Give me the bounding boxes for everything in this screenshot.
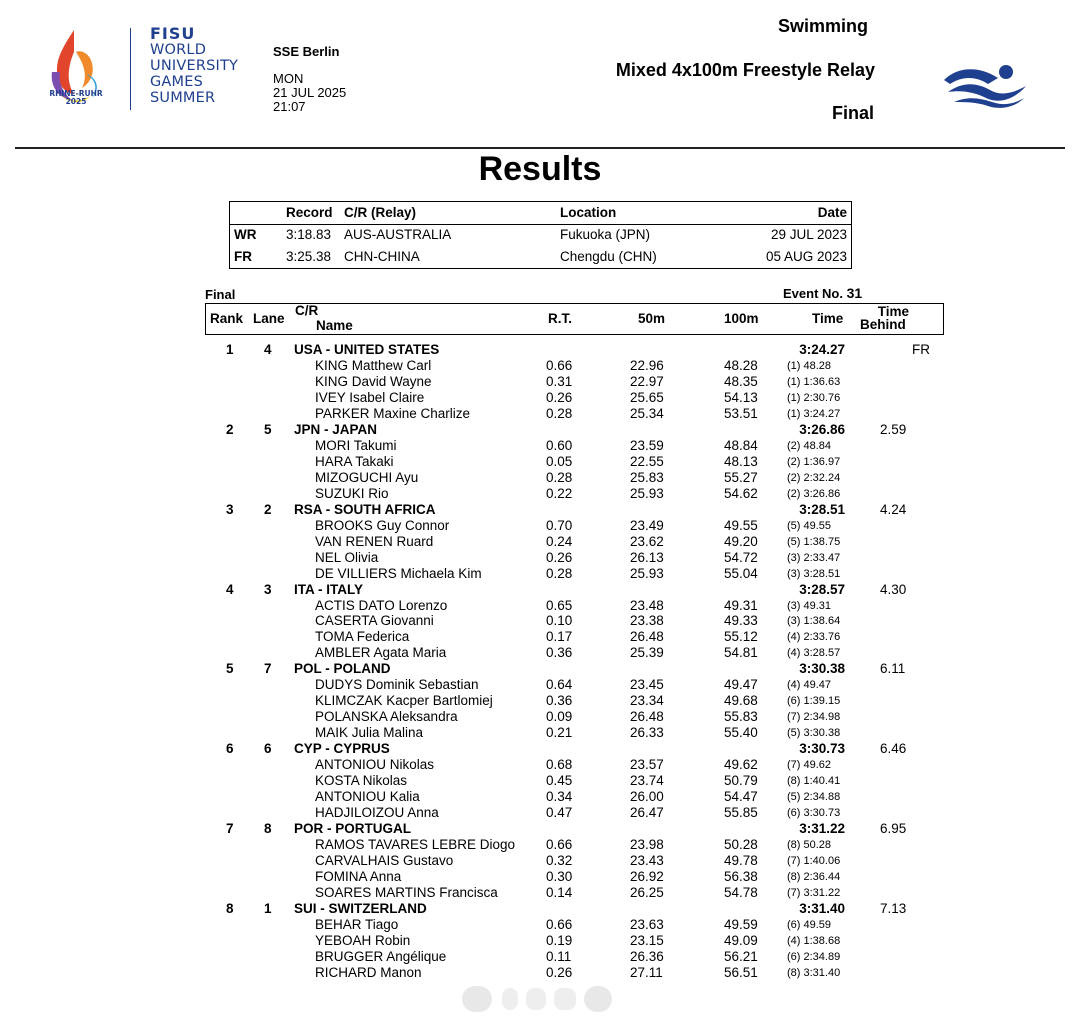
- swimmer-100m: 49.09: [724, 932, 758, 948]
- swimmer-icon: [940, 60, 1030, 110]
- swimmer-name: SOARES MARTINS Francisca: [315, 884, 498, 900]
- swimmer-split: (2) 1:36.97: [787, 455, 841, 468]
- swimmer-split: (3) 49.31: [787, 599, 832, 612]
- team-rank: 7: [226, 821, 234, 837]
- swimmer-row: [0, 757, 1080, 773]
- swimmer-split: (3) 2:33.47: [787, 551, 841, 564]
- col-cr: C/R: [295, 303, 319, 318]
- record-time: 3:18.83: [286, 227, 332, 242]
- team-lane: 1: [264, 900, 272, 916]
- team-time-behind: 6.11: [880, 661, 906, 677]
- swimmer-reaction-time: 0.36: [546, 693, 573, 709]
- swimmer-row: [0, 629, 1080, 645]
- swimmer-name: KING David Wayne: [315, 373, 432, 389]
- swimmer-reaction-time: 0.26: [546, 964, 573, 980]
- team-time: 3:28.51: [799, 501, 845, 517]
- swimmer-50m: 25.34: [630, 405, 664, 421]
- swimmer-reaction-time: 0.14: [546, 884, 573, 900]
- col-100m: 100m: [724, 311, 759, 326]
- swimmer-50m: 26.47: [630, 805, 664, 821]
- swimmer-reaction-time: 0.28: [546, 565, 573, 581]
- swimmer-row: [0, 454, 1080, 470]
- swimmer-split: (2) 48.84: [787, 439, 832, 452]
- swimmer-reaction-time: 0.24: [546, 533, 573, 549]
- swimmer-split: (6) 1:39.15: [787, 695, 841, 708]
- swimmer-50m: 23.34: [630, 693, 664, 709]
- team-name: POL - POLAND: [294, 661, 391, 677]
- swimmer-reaction-time: 0.28: [546, 405, 573, 421]
- col-50m: 50m: [638, 311, 666, 326]
- swimmer-reaction-time: 0.05: [546, 453, 573, 469]
- swimmer-reaction-time: 0.65: [546, 597, 573, 613]
- team-lane: 5: [264, 421, 272, 437]
- swimmer-100m: 56.21: [724, 948, 758, 964]
- swimmer-50m: 23.74: [630, 773, 664, 789]
- col-time-behind-2: Behind: [860, 317, 906, 332]
- swimmer-100m: 49.68: [724, 693, 758, 709]
- swimmer-row: [0, 949, 1080, 965]
- swimmer-split: (3) 1:38.64: [787, 615, 841, 628]
- swimmer-row: [0, 518, 1080, 534]
- swimmer-reaction-time: 0.17: [546, 629, 573, 645]
- swimmer-100m: 49.31: [724, 597, 758, 613]
- swimmer-split: (1) 2:30.76: [787, 391, 841, 404]
- swimmer-name: RICHARD Manon: [315, 964, 422, 980]
- team-name: USA - UNITED STATES: [294, 342, 440, 357]
- swimmer-100m: 49.33: [724, 613, 758, 629]
- record-team: AUS-AUSTRALIA: [344, 227, 452, 242]
- swimmer-reaction-time: 0.45: [546, 773, 573, 789]
- swimmer-reaction-time: 0.09: [546, 709, 573, 725]
- swimmer-50m: 25.39: [630, 645, 664, 661]
- swimmer-100m: 48.35: [724, 373, 758, 389]
- swimmer-split: (8) 50.28: [787, 839, 832, 852]
- swimmer-row: [0, 550, 1080, 566]
- swimmer-100m: 55.85: [724, 805, 758, 821]
- swimmer-50m: 26.13: [630, 549, 664, 565]
- swimmer-split: (4) 49.47: [787, 679, 832, 692]
- swimmer-50m: 23.15: [630, 932, 664, 948]
- swimmer-name: MIZOGUCHI Ayu: [315, 469, 419, 485]
- swimmer-split: (7) 49.62: [787, 759, 832, 772]
- team-rank: 5: [226, 661, 234, 677]
- swimmer-name: KOSTA Nikolas: [315, 773, 408, 789]
- swimmer-name: ANTONIOU Kalia: [315, 789, 420, 805]
- swimmer-reaction-time: 0.47: [546, 805, 573, 821]
- swimmer-100m: 55.27: [724, 469, 758, 485]
- swimmer-50m: 25.93: [630, 565, 664, 581]
- swimmer-100m: 48.84: [724, 437, 758, 453]
- logo-sub-1: RHINE-RUHR: [49, 89, 103, 98]
- team-name: JPN - JAPAN: [294, 421, 378, 437]
- record-location: Chengdu (CHN): [560, 249, 657, 264]
- swimmer-row: [0, 438, 1080, 454]
- swimmer-row: [0, 773, 1080, 789]
- team-rank: 1: [226, 342, 234, 357]
- swimmer-row: [0, 869, 1080, 885]
- team-lane: 3: [264, 581, 272, 597]
- swimmer-reaction-time: 0.26: [546, 389, 573, 405]
- swimmer-50m: 23.38: [630, 613, 664, 629]
- swimmer-split: (1) 1:36.63: [787, 375, 841, 388]
- swimmer-50m: 23.59: [630, 437, 664, 453]
- header-divider: [15, 147, 1065, 149]
- swimmer-100m: 55.04: [724, 565, 758, 581]
- col-name: Name: [316, 318, 353, 333]
- col-lane: Lane: [253, 311, 285, 326]
- swimmer-row: [0, 837, 1080, 853]
- swimmer-reaction-time: 0.64: [546, 677, 573, 693]
- swimmer-row: [0, 677, 1080, 693]
- team-rank: 2: [226, 421, 234, 437]
- swimmer-50m: 23.45: [630, 677, 664, 693]
- swimmer-50m: 23.98: [630, 837, 664, 853]
- swimmer-reaction-time: 0.60: [546, 437, 573, 453]
- swimmer-name: KING Matthew Carl: [315, 357, 432, 373]
- team-row: [0, 901, 1080, 917]
- swimmer-reaction-time: 0.26: [546, 549, 573, 565]
- records-header-record: Record: [286, 205, 333, 220]
- team-rank: 8: [226, 900, 234, 916]
- swimmer-row: [0, 470, 1080, 486]
- swimmer-reaction-time: 0.34: [546, 789, 573, 805]
- swimmer-100m: 53.51: [724, 405, 758, 421]
- swimmer-row: [0, 534, 1080, 550]
- team-time: 3:24.27: [799, 342, 845, 357]
- swimmer-50m: 26.48: [630, 629, 664, 645]
- swimmer-100m: 56.38: [724, 869, 758, 884]
- swimmer-50m: 23.57: [630, 757, 664, 773]
- swimmer-100m: 49.20: [724, 533, 758, 549]
- swimmer-100m: 49.78: [724, 853, 758, 869]
- record-date: 05 AUG 2023: [765, 249, 847, 264]
- records-header-cr: C/R (Relay): [344, 205, 417, 220]
- swimmer-100m: 49.62: [724, 757, 758, 773]
- team-time-behind: 4.24: [880, 501, 907, 517]
- swimmer-row: [0, 406, 1080, 422]
- swimmer-name: NEL Olivia: [315, 549, 379, 565]
- swimmer-split: (7) 1:40.06: [787, 855, 841, 868]
- swimmer-100m: 54.62: [724, 485, 758, 501]
- page-title: Results: [478, 150, 602, 188]
- swimmer-name: HARA Takaki: [315, 453, 394, 469]
- team-row: [0, 502, 1080, 518]
- swimmer-100m: 55.83: [724, 709, 758, 725]
- team-record: FR: [912, 342, 930, 357]
- team-time: 3:31.40: [799, 900, 845, 916]
- record-location: Fukuoka (JPN): [560, 227, 651, 242]
- swimmer-row: [0, 645, 1080, 661]
- swimmer-split: (1) 3:24.27: [787, 407, 841, 420]
- swimmer-row: [0, 885, 1080, 901]
- swimmer-100m: 54.72: [724, 549, 758, 565]
- swimmer-split: (4) 2:33.76: [787, 631, 841, 644]
- swimmer-100m: 49.59: [724, 916, 758, 932]
- team-time-behind: 4.30: [880, 581, 907, 597]
- swimmer-name: POLANSKA Aleksandra: [315, 709, 458, 725]
- swimmer-100m: 49.47: [724, 677, 758, 693]
- swimmer-split: (1) 48.28: [787, 359, 832, 372]
- swimmer-split: (6) 3:30.73: [787, 807, 841, 820]
- date-time: MON 21 JUL 2025 21:07: [273, 71, 347, 114]
- swimmer-split: (8) 3:31.40: [787, 966, 841, 979]
- team-lane: 6: [264, 741, 272, 757]
- swimmer-50m: 27.11: [630, 964, 663, 980]
- swimmer-name: YEBOAH Robin: [315, 932, 411, 948]
- fisu-logo: [40, 22, 245, 118]
- sport-title: Swimming: [777, 16, 868, 36]
- swimmer-50m: 26.36: [630, 948, 664, 964]
- swimmer-100m: 55.40: [724, 725, 758, 741]
- col-rt: R.T.: [548, 311, 573, 326]
- swimmer-100m: 54.81: [724, 645, 758, 661]
- swimmer-50m: 23.48: [630, 597, 664, 613]
- swimmer-row: [0, 725, 1080, 741]
- swimmer-split: (4) 1:38.68: [787, 934, 841, 947]
- swimmer-name: PARKER Maxine Charlize: [315, 405, 471, 421]
- swimmer-100m: 50.79: [724, 773, 758, 789]
- phase-title: Final: [831, 103, 874, 123]
- swimmer-split: (6) 2:34.89: [787, 950, 841, 963]
- event-number: [783, 285, 862, 301]
- team-row: [0, 821, 1080, 837]
- swimmer-name: BRUGGER Angélique: [315, 948, 447, 964]
- team-time-behind: 6.95: [880, 821, 907, 837]
- swimmer-reaction-time: 0.22: [546, 485, 573, 501]
- swimmer-name: IVEY Isabel Claire: [315, 389, 425, 405]
- swimmer-split: (3) 3:28.51: [787, 567, 841, 580]
- swimmer-split: (4) 3:28.57: [787, 647, 841, 660]
- event-title: Mixed 4x100m Freestyle Relay: [615, 60, 875, 80]
- swimmer-50m: 26.92: [630, 869, 664, 884]
- swimmer-split: (6) 49.59: [787, 918, 832, 931]
- col-time: Time: [812, 311, 844, 326]
- team-name: ITA - ITALY: [294, 581, 363, 597]
- swimmer-reaction-time: 0.19: [546, 932, 573, 948]
- swimmer-100m: 56.51: [724, 964, 758, 980]
- col-rank: Rank: [210, 311, 244, 326]
- swimmer-100m: 55.12: [724, 629, 758, 645]
- swimmer-50m: 22.97: [630, 373, 664, 389]
- record-type: WR: [234, 227, 257, 242]
- records-table: [229, 201, 852, 269]
- team-time: 3:26.86: [799, 421, 845, 437]
- swimmer-split: (7) 2:34.98: [787, 711, 841, 724]
- swimmer-split: (5) 49.55: [787, 519, 832, 532]
- team-time-behind: 2.59: [880, 421, 907, 437]
- records-header-location: Location: [560, 205, 617, 220]
- team-lane: 8: [264, 821, 272, 837]
- swimmer-row: [0, 486, 1080, 502]
- swimmer-50m: 23.49: [630, 517, 664, 533]
- record-time: 3:25.38: [286, 249, 332, 264]
- swimmer-reaction-time: 0.10: [546, 613, 573, 629]
- record-date: 29 JUL 2023: [770, 227, 847, 242]
- swimmer-row: [0, 390, 1080, 406]
- team-name: POR - PORTUGAL: [294, 821, 411, 837]
- swimmer-name: VAN RENEN Ruard: [315, 533, 434, 549]
- swimmer-100m: 54.78: [724, 884, 758, 900]
- swimmer-100m: 50.28: [724, 837, 758, 853]
- swimmer-50m: 25.65: [630, 389, 664, 405]
- col-time-behind-1: Time: [877, 304, 909, 319]
- swimmer-name: TOMA Federica: [315, 629, 410, 645]
- swimmer-reaction-time: 0.32: [546, 853, 573, 869]
- swimmer-name: ACTIS DATO Lorenzo: [315, 597, 448, 613]
- swimmer-name: HADJILOIZOU Anna: [315, 805, 439, 821]
- team-name: CYP - CYPRUS: [294, 741, 390, 757]
- swimmer-50m: 23.62: [630, 533, 664, 549]
- swimmer-split: (7) 3:31.22: [787, 886, 841, 899]
- final-label: Final: [205, 287, 236, 302]
- swimmer-split: (5) 1:38.75: [787, 535, 841, 548]
- swimmer-100m: 48.28: [724, 357, 758, 373]
- swimmer-50m: 26.00: [630, 789, 664, 805]
- team-row: [0, 422, 1080, 438]
- swimmer-row: [0, 598, 1080, 614]
- event-number-value: 31: [846, 285, 863, 301]
- swimmer-name: FOMINA Anna: [315, 869, 402, 884]
- swimmer-split: (5) 3:30.38: [787, 727, 841, 740]
- team-row: [0, 582, 1080, 598]
- swimmer-row: [0, 613, 1080, 629]
- swimmer-split: (5) 2:34.88: [787, 791, 841, 804]
- swimmer-name: KLIMCZAK Kacper Bartlomiej: [315, 693, 493, 709]
- swimmer-name: DUDYS Dominik Sebastian: [315, 677, 479, 693]
- swimmer-row: [0, 853, 1080, 869]
- results-header: [205, 303, 944, 335]
- swimmer-row: [0, 917, 1080, 933]
- swimmer-row: [0, 789, 1080, 805]
- swimmer-50m: 26.48: [630, 709, 664, 725]
- logo-sub-2: 2025: [65, 97, 87, 106]
- event-number-label: Event No.: [783, 286, 843, 301]
- swimmer-row: [0, 965, 1080, 981]
- team-lane: 7: [264, 661, 272, 677]
- swimmer-50m: 26.33: [630, 725, 664, 741]
- swimmer-50m: 25.83: [630, 469, 664, 485]
- swimmer-reaction-time: 0.11: [546, 948, 572, 964]
- swimmer-name: BEHAR Tiago: [315, 916, 399, 932]
- swimmer-reaction-time: 0.68: [546, 757, 573, 773]
- swimmer-split: (8) 2:36.44: [787, 871, 841, 883]
- team-rank: 6: [226, 741, 234, 757]
- swimmer-name: BROOKS Guy Connor: [315, 517, 450, 533]
- swimmer-50m: 22.55: [630, 453, 664, 469]
- team-time: 3:28.57: [799, 581, 845, 597]
- team-row: [0, 741, 1080, 757]
- swimmer-50m: 23.43: [630, 853, 664, 869]
- team-time-behind: 6.46: [880, 741, 907, 757]
- team-row: [0, 661, 1080, 677]
- swimmer-row: [0, 805, 1080, 821]
- swimmer-reaction-time: 0.66: [546, 837, 573, 853]
- team-name: RSA - SOUTH AFRICA: [294, 501, 436, 517]
- team-rank: 4: [226, 581, 234, 597]
- logo-text: FISU WORLD UNIVERSITY GAMES SUMMER: [150, 24, 239, 106]
- team-lane: 4: [264, 342, 272, 357]
- team-rank: 3: [226, 501, 234, 517]
- team-time: 3:30.73: [799, 741, 845, 757]
- record-team: CHN-CHINA: [344, 249, 420, 264]
- swimmer-row: [0, 709, 1080, 725]
- swimmer-name: RAMOS TAVARES LEBRE Diogo: [315, 837, 516, 853]
- swimmer-reaction-time: 0.66: [546, 916, 573, 932]
- logo-divider: [130, 28, 131, 110]
- swimmer-50m: 25.93: [630, 485, 664, 501]
- swimmer-name: CASERTA Giovanni: [315, 613, 434, 629]
- swimmer-reaction-time: 0.70: [546, 517, 573, 533]
- team-row: [0, 342, 1080, 358]
- swimmer-100m: 48.13: [724, 453, 758, 469]
- swimmer-row: [0, 566, 1080, 582]
- swimmer-50m: 26.25: [630, 884, 664, 900]
- swimmer-100m: 54.13: [724, 389, 758, 405]
- swimmer-row: [0, 358, 1080, 374]
- records-header-rule: [230, 224, 851, 225]
- swimmer-name: SUZUKI Rio: [315, 485, 389, 501]
- team-time: 3:30.38: [799, 661, 845, 677]
- swimmer-row: [0, 933, 1080, 949]
- team-time: 3:31.22: [799, 821, 845, 837]
- swimmer-reaction-time: 0.21: [546, 725, 573, 741]
- venue: SSE Berlin: [273, 44, 340, 59]
- swimmer-reaction-time: 0.28: [546, 469, 573, 485]
- records-header-date: Date: [817, 205, 847, 220]
- swimmer-100m: 49.55: [724, 517, 758, 533]
- team-time-behind: 7.13: [880, 900, 907, 916]
- team-lane: 2: [264, 501, 272, 517]
- swimmer-row: [0, 374, 1080, 390]
- swimmer-name: AMBLER Agata Maria: [315, 645, 447, 661]
- swimmer-split: (2) 2:32.24: [787, 471, 841, 484]
- swimmer-split: (2) 3:26.86: [787, 487, 841, 500]
- record-type: FR: [234, 249, 252, 264]
- swimmer-name: MAIK Julia Malina: [315, 725, 424, 741]
- swimmer-name: MORI Takumi: [315, 437, 397, 453]
- team-name: SUI - SWITZERLAND: [294, 900, 427, 916]
- swimmer-50m: 23.63: [630, 916, 664, 932]
- swimmer-name: DE VILLIERS Michaela Kim: [315, 565, 482, 581]
- image-indicator-dots: [460, 984, 615, 1014]
- swimmer-row: [0, 693, 1080, 709]
- swimmer-100m: 54.47: [724, 789, 758, 805]
- swimmer-reaction-time: 0.31: [546, 373, 573, 389]
- swimmer-name: CARVALHAIS Gustavo: [315, 853, 454, 869]
- swimmer-50m: 22.96: [630, 357, 664, 373]
- swimmer-reaction-time: 0.30: [546, 869, 573, 884]
- swimmer-reaction-time: 0.36: [546, 645, 573, 661]
- swimmer-split: (8) 1:40.41: [787, 775, 841, 788]
- swimmer-reaction-time: 0.66: [546, 357, 573, 373]
- swimmer-name: ANTONIOU Nikolas: [315, 757, 435, 773]
